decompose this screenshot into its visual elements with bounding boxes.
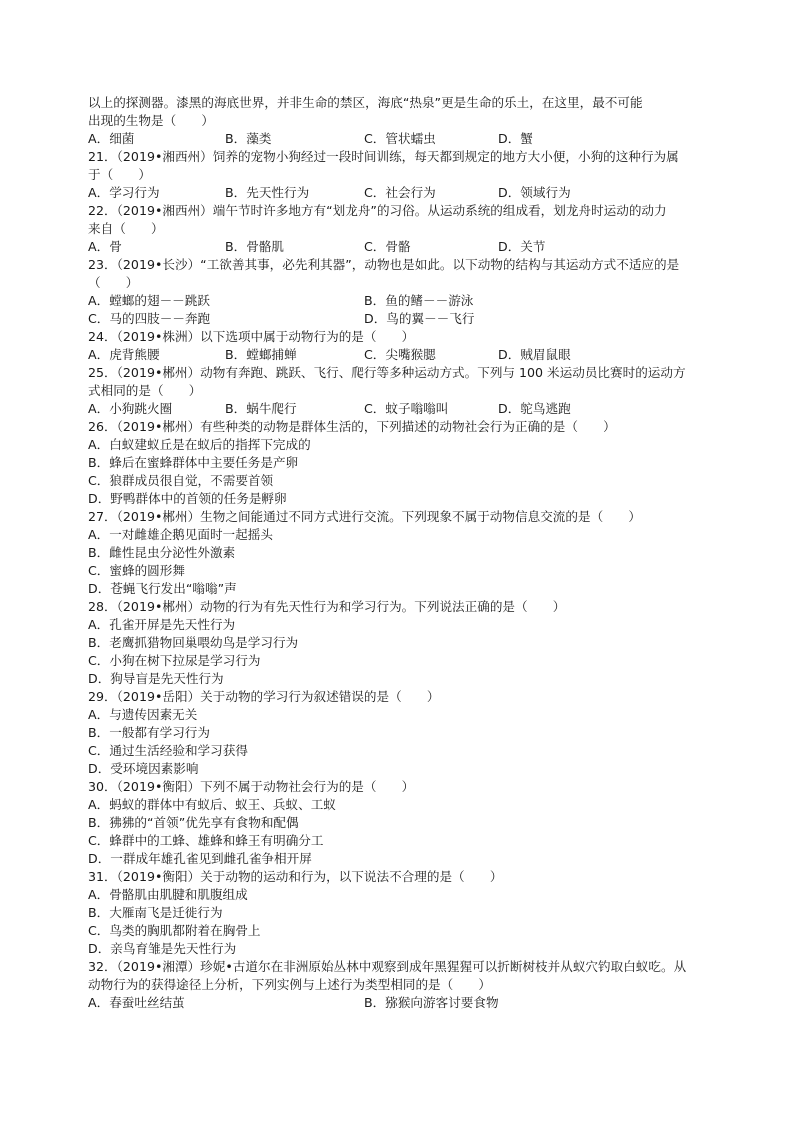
options-row bbox=[88, 994, 728, 1012]
option-a[interactable]: A．蚂蚁的群体中有蚁后、蚁王、兵蚁、工蚁 bbox=[88, 797, 336, 812]
option-a[interactable]: A．骨 bbox=[88, 239, 122, 254]
option-b[interactable]: B．老鹰抓猎物回巢喂幼鸟是学习行为 bbox=[88, 635, 299, 650]
option-c[interactable]: C．骨骼 bbox=[364, 239, 411, 254]
option-c[interactable]: C．社会行为 bbox=[364, 185, 436, 200]
question-stem-line: 30．（2019•衡阳）下列不属于动物社会行为的是（ ） bbox=[88, 779, 415, 794]
option-b[interactable]: B．蜗牛爬行 bbox=[225, 401, 297, 416]
option-c[interactable]: C．蜂群中的工蜂、雄蜂和蜂王有明确分工 bbox=[88, 833, 324, 848]
question-item bbox=[88, 364, 728, 418]
question-item bbox=[88, 148, 728, 202]
option-a[interactable]: A．一对雌雄企鹅见面时一起摇头 bbox=[88, 527, 273, 542]
option-b[interactable]: B．狒狒的“首领”优先享有食物和配偶 bbox=[88, 815, 299, 830]
question-stem-line: 于（ ） bbox=[88, 167, 151, 182]
options-row bbox=[88, 238, 728, 256]
option-d[interactable]: D．贼眉鼠眼 bbox=[498, 347, 571, 362]
option-b[interactable]: B．大雁南飞是迁徙行为 bbox=[88, 905, 223, 920]
option-c[interactable]: C．狼群成员很自觉，不需要首领 bbox=[88, 473, 274, 488]
option-c[interactable]: C．管状蠕虫 bbox=[364, 131, 436, 146]
option-a[interactable]: A．小狗跳火圈 bbox=[88, 401, 173, 416]
options-row bbox=[88, 310, 728, 328]
option-c[interactable]: C．蚊子嗡嗡叫 bbox=[364, 401, 449, 416]
options-row bbox=[88, 184, 728, 202]
question-20-continuation bbox=[88, 94, 728, 148]
option-d[interactable]: D．苍蝇飞行发出“嗡嗡”声 bbox=[88, 581, 237, 596]
option-d[interactable]: D．受环境因素影响 bbox=[88, 761, 199, 776]
question-item bbox=[88, 256, 728, 328]
options-row bbox=[88, 400, 728, 418]
option-b[interactable]: B．猕猴向游客讨要食物 bbox=[364, 995, 499, 1010]
option-a[interactable]: A．骨骼肌由肌腱和肌腹组成 bbox=[88, 887, 248, 902]
question-stem-line: 28．（2019•郴州）动物的行为有先天性行为和学习行为。下列说法正确的是（ ） bbox=[88, 599, 566, 614]
question-stem-line: 27．（2019•郴州）生物之间能通过不同方式进行交流。下列现象不属于动物信息交流的是（ ） bbox=[88, 509, 641, 524]
question-stem-line: 26．（2019•郴州）有些种类的动物是群体生活的，下列描述的动物社会行为正确的是（ ） bbox=[88, 419, 616, 434]
option-a[interactable]: A．螳螂的翅－－跳跃 bbox=[88, 293, 210, 308]
question-item bbox=[88, 958, 728, 1012]
question-stem-line: 式相同的是（ ） bbox=[88, 383, 202, 398]
options-row bbox=[88, 130, 728, 148]
option-a[interactable]: A．学习行为 bbox=[88, 185, 160, 200]
option-d[interactable]: D．关节 bbox=[498, 239, 546, 254]
exam-page bbox=[88, 94, 728, 1012]
option-b[interactable]: B．藻类 bbox=[225, 131, 272, 146]
option-d[interactable]: D．蟹 bbox=[498, 131, 533, 146]
option-d[interactable]: D．鸵鸟逃跑 bbox=[498, 401, 571, 416]
question-item bbox=[88, 778, 728, 868]
question-stem-line: 来自（ ） bbox=[88, 221, 164, 236]
question-stem-line: 31．（2019•衡阳）关于动物的运动和行为，以下说法不合理的是（ ） bbox=[88, 869, 503, 884]
question-item bbox=[88, 328, 728, 364]
question-stem-line: 25．（2019•郴州）动物有奔跑、跳跃、飞行、爬行等多种运动方式。下列与 100 米运动员比赛时的运动方 bbox=[88, 365, 686, 380]
option-b[interactable]: B．鱼的鳍－－游泳 bbox=[364, 293, 474, 308]
question-list bbox=[88, 148, 728, 1012]
option-d[interactable]: D．领域行为 bbox=[498, 185, 571, 200]
question-stem-line: 29．（2019•岳阳）关于动物的学习行为叙述错误的是（ ） bbox=[88, 689, 440, 704]
option-a[interactable]: A．细菌 bbox=[88, 131, 135, 146]
option-c[interactable]: C．蜜蜂的圆形舞 bbox=[88, 563, 185, 578]
option-d[interactable]: D．野鸭群体中的首领的任务是孵卵 bbox=[88, 491, 287, 506]
option-c[interactable]: C．小狗在树下拉尿是学习行为 bbox=[88, 653, 261, 668]
option-b[interactable]: B．雌性昆虫分泌性外激素 bbox=[88, 545, 236, 560]
option-b[interactable]: B．螳螂捕蝉 bbox=[225, 347, 297, 362]
option-d[interactable]: D．一群成年雄孔雀见到雌孔雀争相开屏 bbox=[88, 851, 312, 866]
option-d[interactable]: D．鸟的翼－－飞行 bbox=[364, 311, 475, 326]
option-d[interactable]: D．亲鸟育雏是先天性行为 bbox=[88, 941, 237, 956]
question-item bbox=[88, 688, 728, 778]
option-c[interactable]: C．马的四肢－－奔跑 bbox=[88, 311, 211, 326]
question-stem-line: 32．（2019•湘潭）珍妮•古道尔在非洲原始丛林中观察到成年黑猩猩可以折断树枝并从蚁穴钓取白蚁吃。从 bbox=[88, 959, 687, 974]
option-b[interactable]: B．先天性行为 bbox=[225, 185, 310, 200]
option-c[interactable]: C．鸟类的胸肌都附着在胸骨上 bbox=[88, 923, 261, 938]
option-b[interactable]: B．一般都有学习行为 bbox=[88, 725, 210, 740]
option-a[interactable]: A．孔雀开屏是先天性行为 bbox=[88, 617, 236, 632]
option-c[interactable]: C．尖嘴猴腮 bbox=[364, 347, 436, 362]
question-stem-line: 21．（2019•湘西州）饲养的宠物小狗经过一段时间训练，每天都到规定的地方大小便，小狗的这种行为属 bbox=[88, 149, 679, 164]
option-a[interactable]: A．与遗传因素无关 bbox=[88, 707, 198, 722]
option-b[interactable]: B．蜂后在蜜蜂群体中主要任务是产卵 bbox=[88, 455, 299, 470]
option-c[interactable]: C．通过生活经验和学习获得 bbox=[88, 743, 248, 758]
option-d[interactable]: D．狗导盲是先天性行为 bbox=[88, 671, 224, 686]
question-item bbox=[88, 598, 728, 688]
question-stem-line: 出现的生物是（ ） bbox=[88, 113, 214, 128]
question-stem-line: 23．（2019•长沙）“工欲善其事，必先利其器”，动物也是如此。以下动物的结构与其运动方式不适应的是 bbox=[88, 257, 680, 272]
question-item bbox=[88, 508, 728, 598]
option-a[interactable]: A．春蚕吐丝结茧 bbox=[88, 995, 185, 1010]
option-a[interactable]: A．白蚁建蚁丘是在蚁后的指挥下完成的 bbox=[88, 437, 311, 452]
question-item bbox=[88, 868, 728, 958]
question-stem-line: 动物行为的获得途径上分析，下列实例与上述行为类型相同的是（ ） bbox=[88, 977, 491, 992]
question-stem-line: 22．（2019•湘西州）端午节时许多地方有“划龙舟”的习俗。从运动系统的组成看，划龙舟时运动的动力 bbox=[88, 203, 667, 218]
option-a[interactable]: A．虎背熊腰 bbox=[88, 347, 160, 362]
question-stem-line: 以上的探测器。漆黑的海底世界，并非生命的禁区，海底“热泉”更是生命的乐土，在这里，最不可能 bbox=[88, 95, 643, 110]
options-row bbox=[88, 346, 728, 364]
options-row bbox=[88, 292, 728, 310]
question-stem-line: （ ） bbox=[88, 275, 139, 290]
option-b[interactable]: B．骨骼肌 bbox=[225, 239, 285, 254]
question-item bbox=[88, 202, 728, 256]
question-item bbox=[88, 418, 728, 508]
question-stem-line: 24．（2019•株洲）以下选项中属于动物行为的是（ ） bbox=[88, 329, 415, 344]
